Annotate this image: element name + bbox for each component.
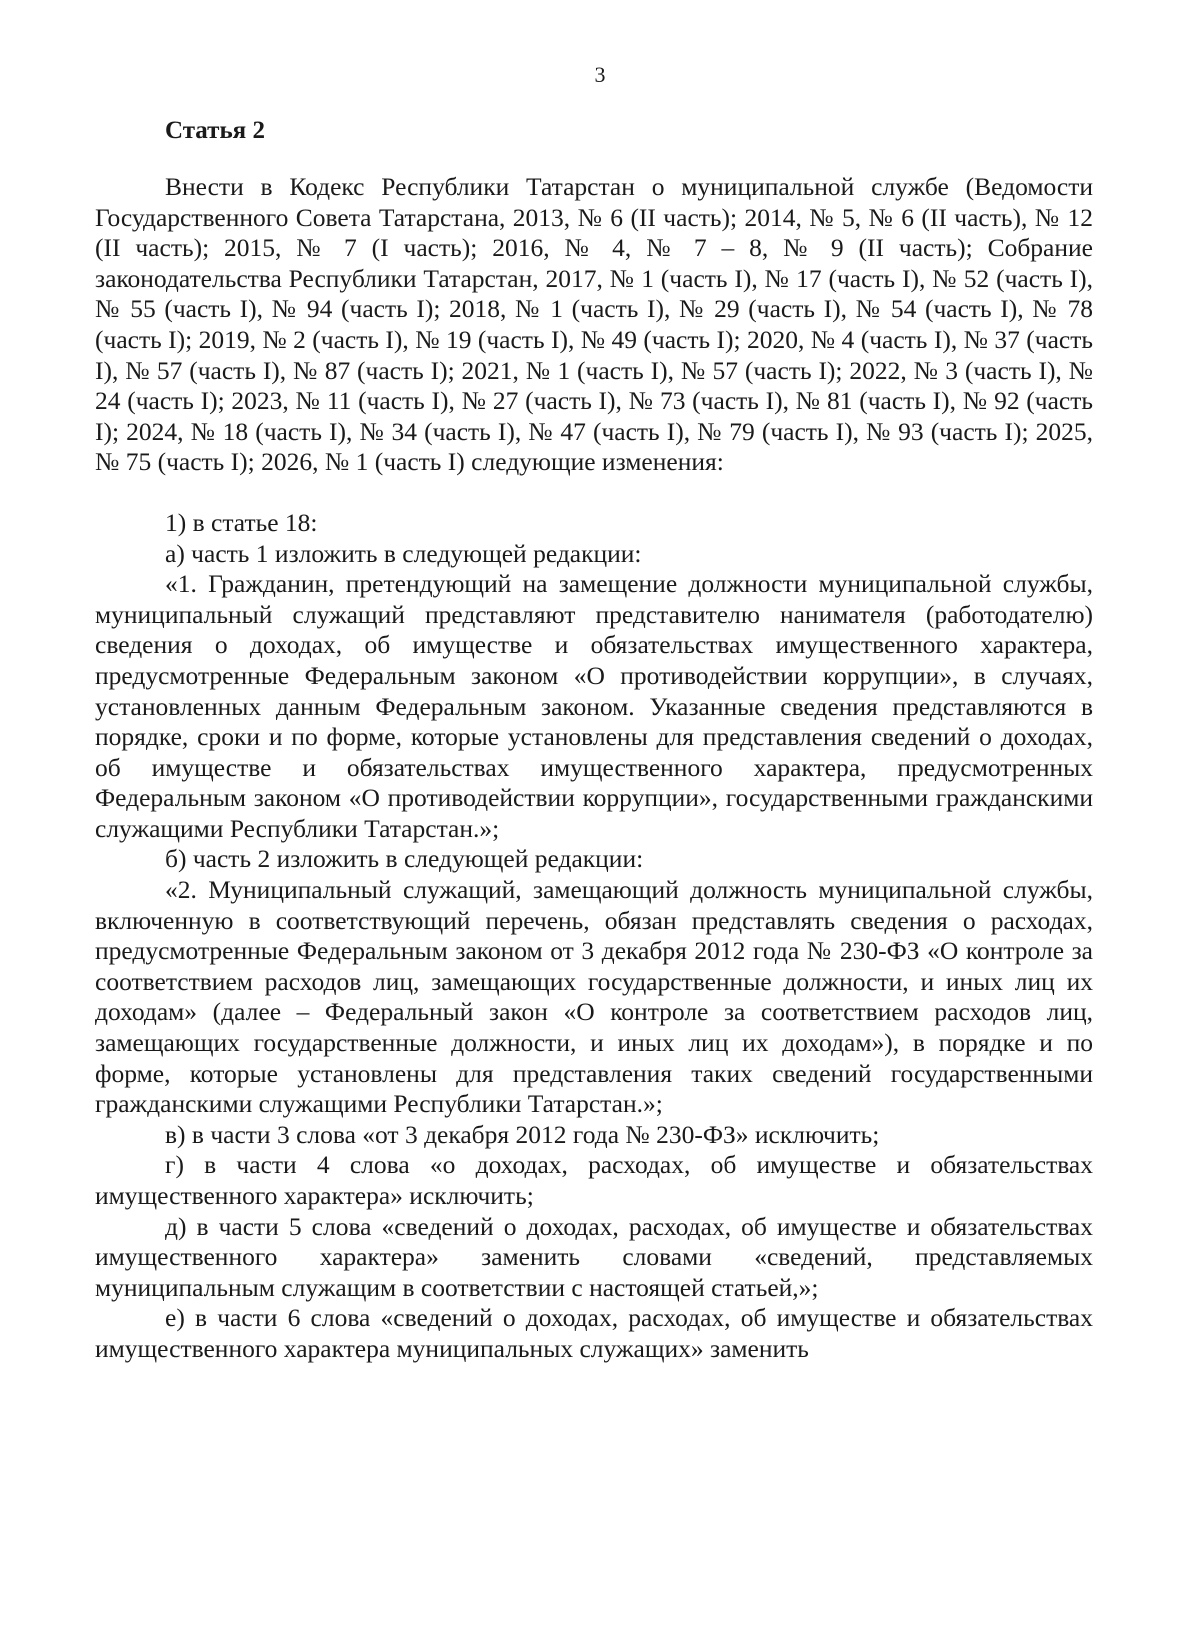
subitem-e: е) в части 6 слова «сведений о доходах, расходах, об имуществе и обязательствах имущественного характера муниципальных служащих» заменить [95,1303,1093,1363]
page-number: 3 [594,62,606,87]
part-1-text: «1. Гражданин, претендующий на замещение должности муниципальной службы, муниципальный служащий представляют представителю нанимателя (работодателю) сведения о доходах, об имуществе и обязательствах имущественного характера, предусмотренные Федеральным законом «О противодействии коррупции», в случаях, установленных данным Федеральным законом. Указанные сведения представляются в порядке, сроки и по форме, которые установлены для представления сведений о доходах, об имуществе и обязательствах имущественного характера, предусмотренных Федеральным законом «О противодействии коррупции», государственными гражданскими служащими Республики Татарстан.»; [95,569,1093,843]
item-1-article-18: 1) в статье 18: [165,507,318,537]
article-heading: Статья 2 [165,117,265,144]
part-2-text: «2. Муниципальный служащий, замещающий должность муниципальной службы, включенную в соответствующий перечень, обязан представлять сведения о расходах, предусмотренные Федеральным законом от 3 декабря 2012 года № 230-ФЗ «О контроле за соответствием расходов лиц, замещающих государственные должности, и иных лиц их доходам» (далее – Федеральный закон «О контроле за соответствием расходов лиц, замещающих государственные должности, и иных лиц их доходам»), в порядке и по форме, которые установлены для представления таких сведений государственными гражданскими служащими Республики Татарстан.»; [95,875,1093,1119]
subitem-d: д) в части 5 слова «сведений о доходах, расходах, об имуществе и обязательствах имущественного характера» заменить словами «сведений, представляемых муниципальным служащим в соответствии с настоящей статьей,»; [95,1211,1093,1302]
subitem-v: в) в части 3 слова «от 3 декабря 2012 года № 230-ФЗ» исключить; [165,1119,880,1149]
intro-paragraph: Внести в Кодекс Республики Татарстан о муниципальной службе (Ведомости Государственного Совета Татарстана, 2013, № 6 (II часть); 2014, № 5, № 6 (II часть), № 12 (II часть); 2015, № 7 (I часть); 2016, № 4, № 7 – 8, № 9 (II часть); Собрание законодательства Республики Татарстан, 2017, № 1 (часть I), № 17 (часть I), № 52 (часть I), № 55 (часть I), № 94 (часть I); 2018, № 1 (часть I), № 29 (часть I), № 54 (часть I), № 78 (часть I); 2019, № 2 (часть I), № 19 (часть I), № 49 (часть I); 2020, № 4 (часть I), № 37 (часть I), № 57 (часть I), № 87 (часть I); 2021, № 1 (часть I), № 57 (часть I); 2022, № 3 (часть I), № 24 (часть I); 2023, № 11 (часть I), № 27 (часть I), № 73 (часть I), № 81 (часть I), № 92 (часть I); 2024, № 18 (часть I), № 34 (часть I), № 47 (часть I), № 79 (часть I), № 93 (часть I); 2025, № 75 (часть I); 2026, № 1 (часть I) следующие изменения: [95,172,1093,477]
subitem-g: г) в части 4 слова «о доходах, расходах, об имуществе и обязательствах имущественного характера» исключить; [95,1150,1093,1210]
article-body [95,172,1093,1365]
subitem-b: б) часть 2 изложить в следующей редакции: [165,844,644,874]
subitem-a: а) часть 1 изложить в следующей редакции: [165,538,642,568]
